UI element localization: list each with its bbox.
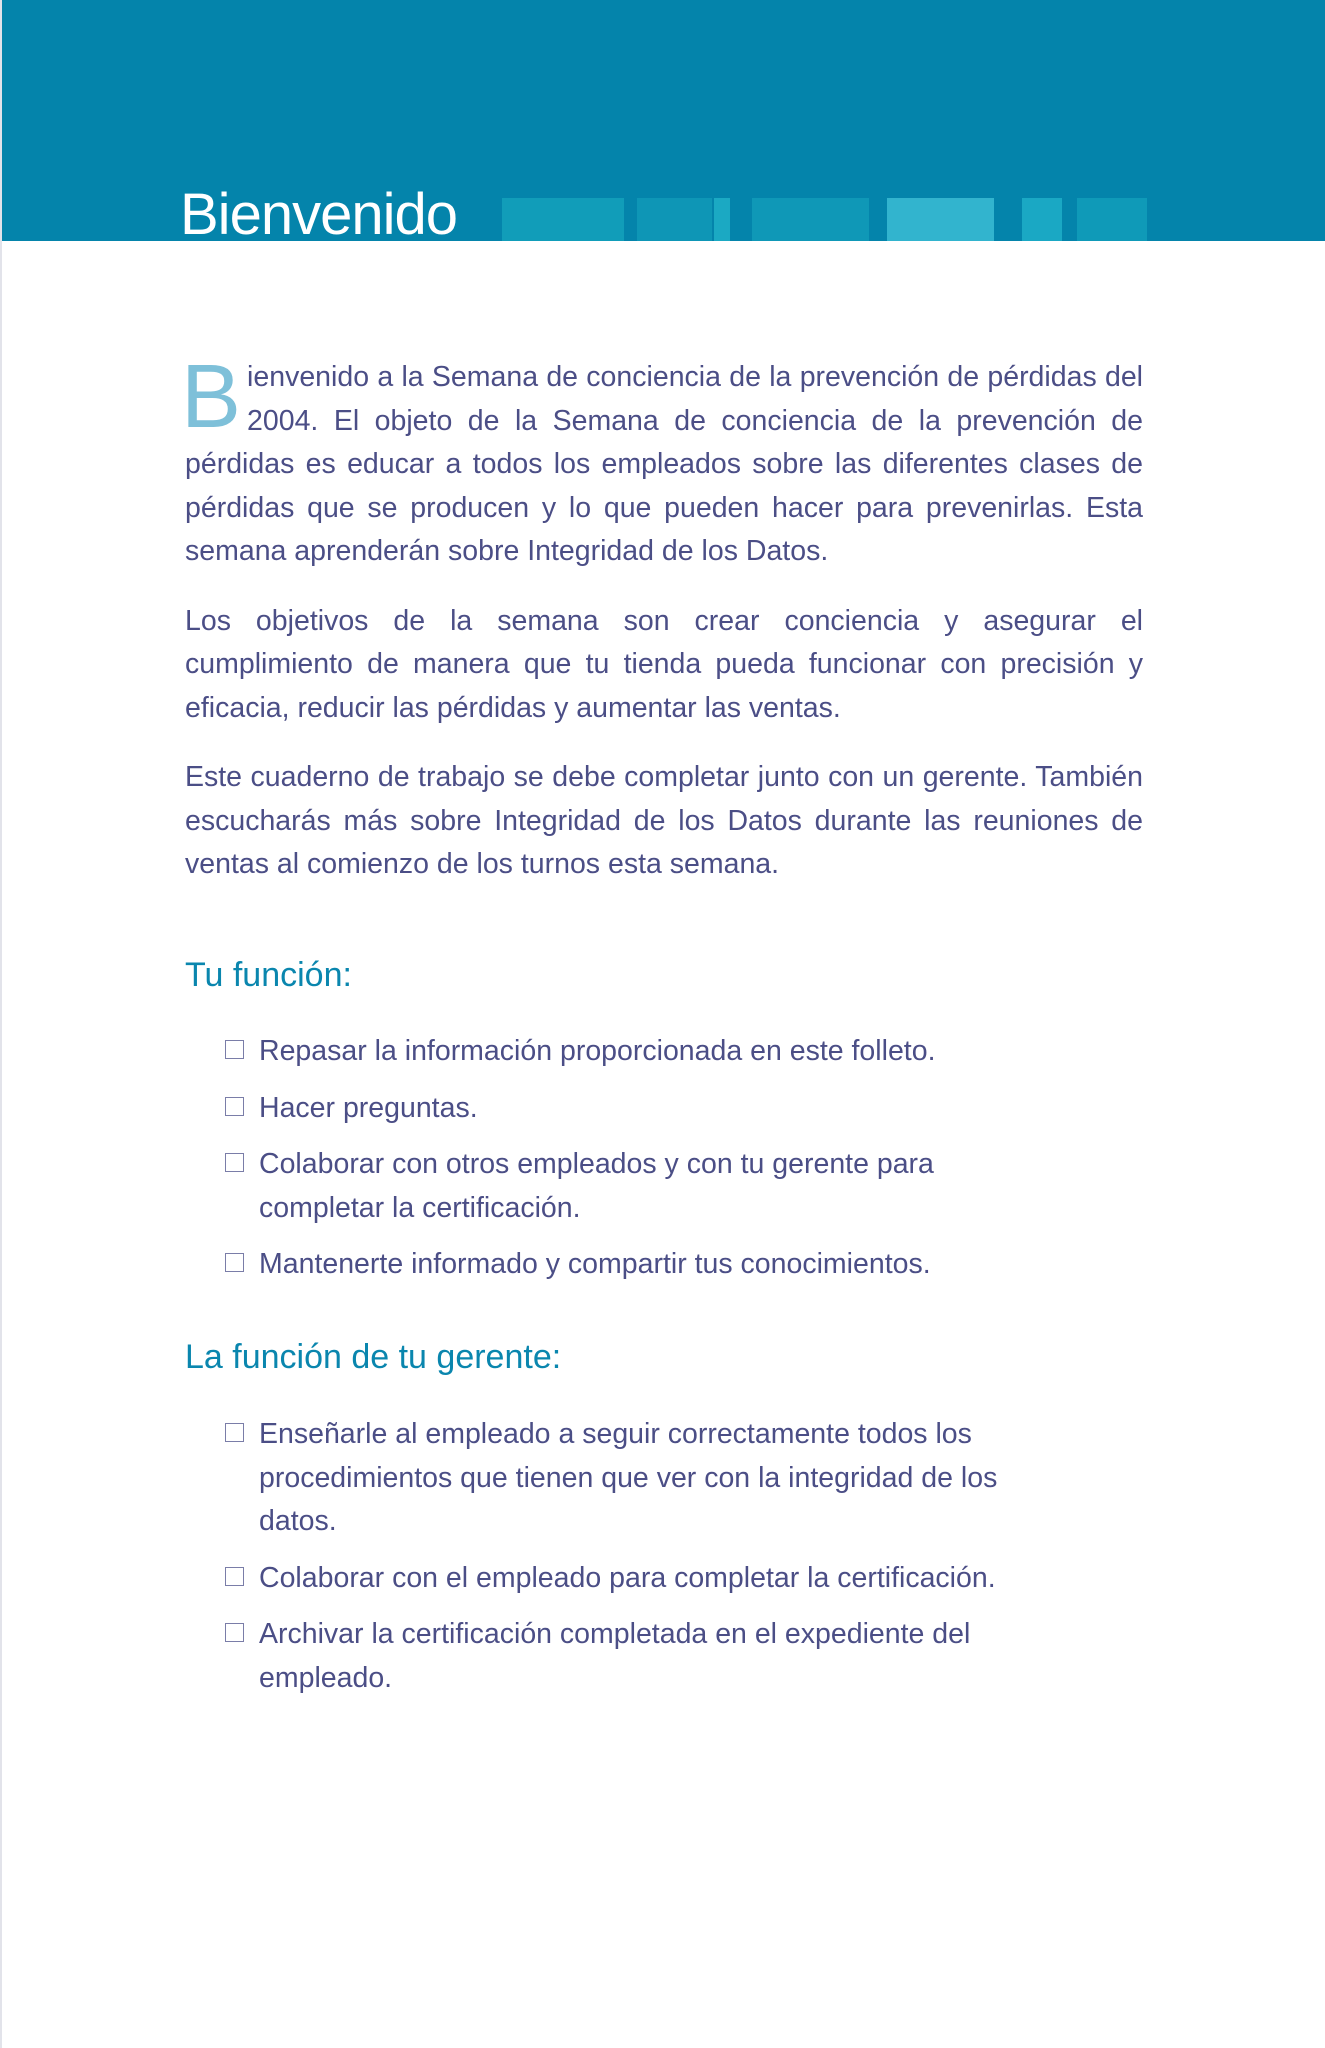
intro-paragraph-3: Este cuaderno de trabajo se debe completar junto con un gerente. También escucharás más sobre Integridad de los Datos durante las reuniones de ventas al comienzo de los turnos esta semana.	[185, 761, 1143, 880]
checkbox[interactable]	[225, 1253, 244, 1272]
checkbox[interactable]	[225, 1623, 244, 1642]
checklist-item-text: Archivar la certificación completada en el expediente del empleado.	[259, 1618, 971, 1694]
checklist-item	[225, 1243, 1045, 1287]
intro-section	[181, 347, 1143, 913]
checklist-item	[225, 1143, 1045, 1230]
checklist-item-text: Colaborar con otros empleados y con tu gerente para completar la certificación.	[259, 1148, 934, 1224]
decorative-block	[1077, 198, 1147, 241]
intro-paragraph-1	[181, 347, 1143, 574]
header-band	[2, 0, 1325, 241]
page-title: Bienvenido	[180, 182, 457, 241]
checklist-item	[225, 1557, 1045, 1601]
manager-heading: La función de tu gerente:	[185, 1338, 562, 1376]
checkbox[interactable]	[225, 1040, 244, 1059]
checklist-item	[225, 1030, 1045, 1074]
checkbox[interactable]	[225, 1153, 244, 1172]
checkbox[interactable]	[225, 1097, 244, 1116]
checklist-item	[225, 1413, 1045, 1544]
decorative-block	[1022, 198, 1062, 241]
decorative-block	[752, 198, 869, 241]
checklist-item-text: Enseñarle al empleado a seguir correctamente todos los procedimientos que tienen que ver con la integridad de los datos.	[259, 1418, 998, 1537]
checklist-item	[225, 1087, 1045, 1131]
checklist-item-text: Hacer preguntas.	[259, 1091, 478, 1124]
decorative-block	[637, 198, 712, 241]
checklist-item	[225, 1613, 1045, 1700]
role-heading: Tu función:	[185, 956, 352, 994]
checklist-item-text: Colaborar con el empleado para completar la certificación.	[259, 1561, 996, 1594]
checkbox[interactable]	[225, 1567, 244, 1586]
checkbox[interactable]	[225, 1423, 244, 1442]
decorative-block	[887, 198, 994, 241]
checklist-item-text: Repasar la información proporcionada en este folleto.	[259, 1035, 936, 1067]
drop-cap: B	[181, 347, 242, 447]
intro-paragraph-1-text: ienvenido a la Semana de conciencia de la prevención de pérdidas del 2004. El objeto de la Semana de conciencia de la prevención de pérdidas es educar a todos los empleados sobre las diferentes clases de pérdidas que se producen y lo que pueden hacer para prevenirlas. Esta semana aprenderán sobre Integridad de los Datos.	[185, 361, 1143, 567]
role-checklist	[225, 1030, 1045, 1300]
intro-paragraph-2: Los objetivos de la semana son crear conciencia y asegurar el cumplimiento de manera que tu tienda pueda funcionar con precisión y eficacia, reducir las pérdidas y aumentar las ventas.	[185, 604, 1143, 724]
manager-checklist	[225, 1413, 1045, 1713]
decorative-block	[714, 198, 730, 241]
checklist-item-text: Mantenerte informado y compartir tus conocimientos.	[259, 1248, 931, 1280]
decorative-block	[502, 198, 624, 241]
